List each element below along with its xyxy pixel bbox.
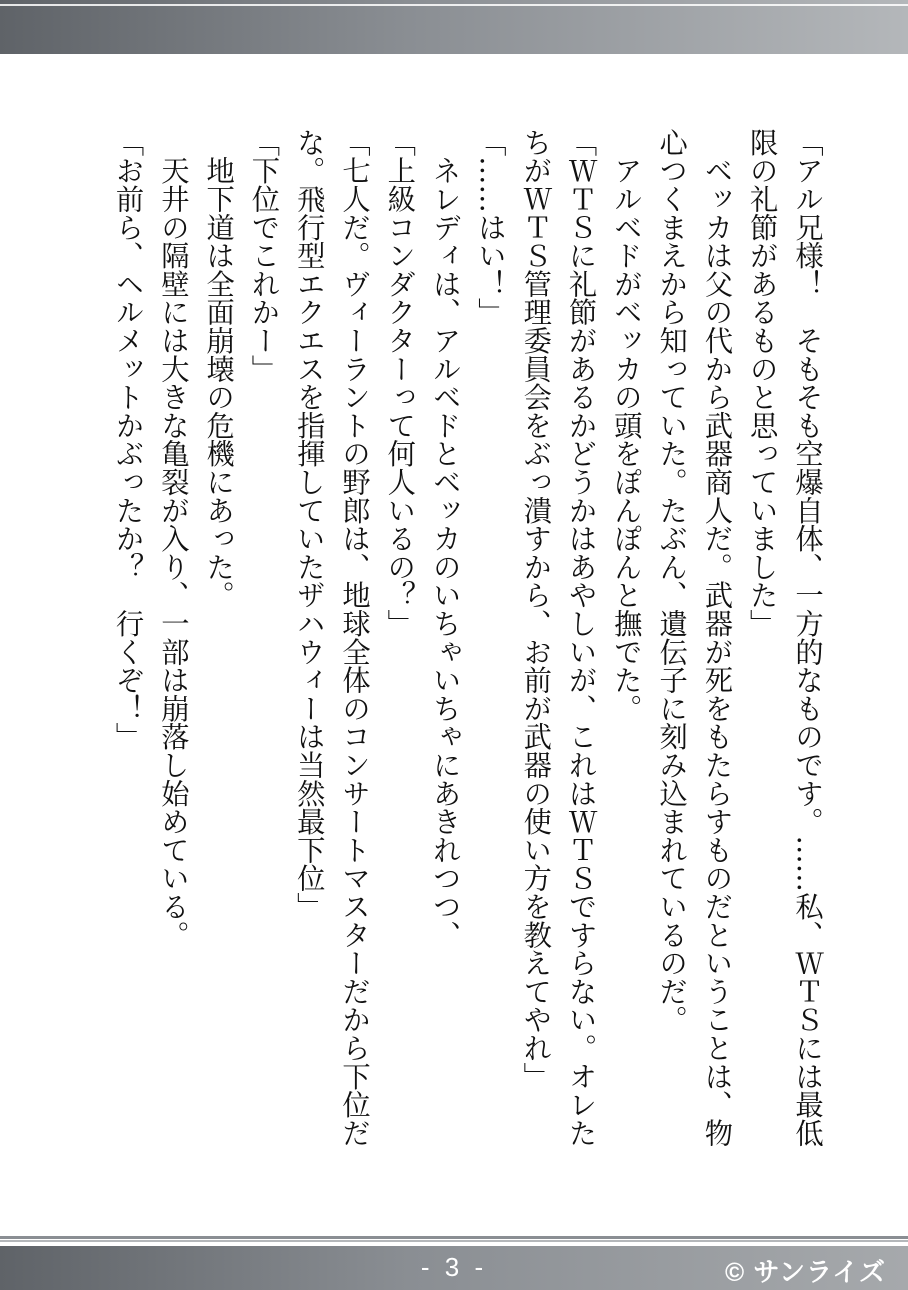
page-number: - 3 - [420,1252,488,1282]
paragraph: アルベドがベッカの頭をぽんぽんと撫でた。 [609,128,643,723]
paragraph: ベッカは父の代から武器商人だ。武器が死をもたらすものだということは、物心つくまえから知っていた。たぶん、遺伝子に刻み込まれているのだ。 [655,128,734,1147]
paragraph: 天井の隔壁には大きな亀裂が入り、一部は崩落し始めている。 [156,128,190,949]
paragraph: 「ＷＴＳに礼節があるかどうかはあやしいが、これはＷＴＳですらない。オレたちがＷＴＳ管理委員会をぶっ潰すから、お前が武器の使い方を教えてやれ」 [519,128,598,1147]
vertical-text-body [70,128,830,1148]
paragraph: 「七人だ。ヴィーラントの野郎は、地球全体のコンサートマスターだから下位だな。飛行型エクエスを指揮していたザハウィーは当然最下位」 [292,128,372,1147]
paragraph: 「上級コンダクターって何人いるの？」 [383,128,417,638]
copyright-notice: © サンライズ [724,1257,886,1287]
paragraph: 地下道は全面崩壊の危機にあった。 [202,128,236,610]
paragraph: 「下位でこれかー」 [247,128,281,383]
header-bar [0,0,908,54]
paragraph: 「お前ら、ヘルメットかぶったか？ 行くぞ！」 [111,128,145,751]
paragraph: 「……はい！」 [473,128,507,327]
paragraph: ネレディは、アルベドとベッカのいちゃいちゃにあきれつつ、 [428,128,462,949]
paragraph: 「アル兄様！ そもそも空爆自体、一方的なものです。……私、ＷＴＳには最低限の礼節があるものと思っていました」 [745,128,824,1147]
